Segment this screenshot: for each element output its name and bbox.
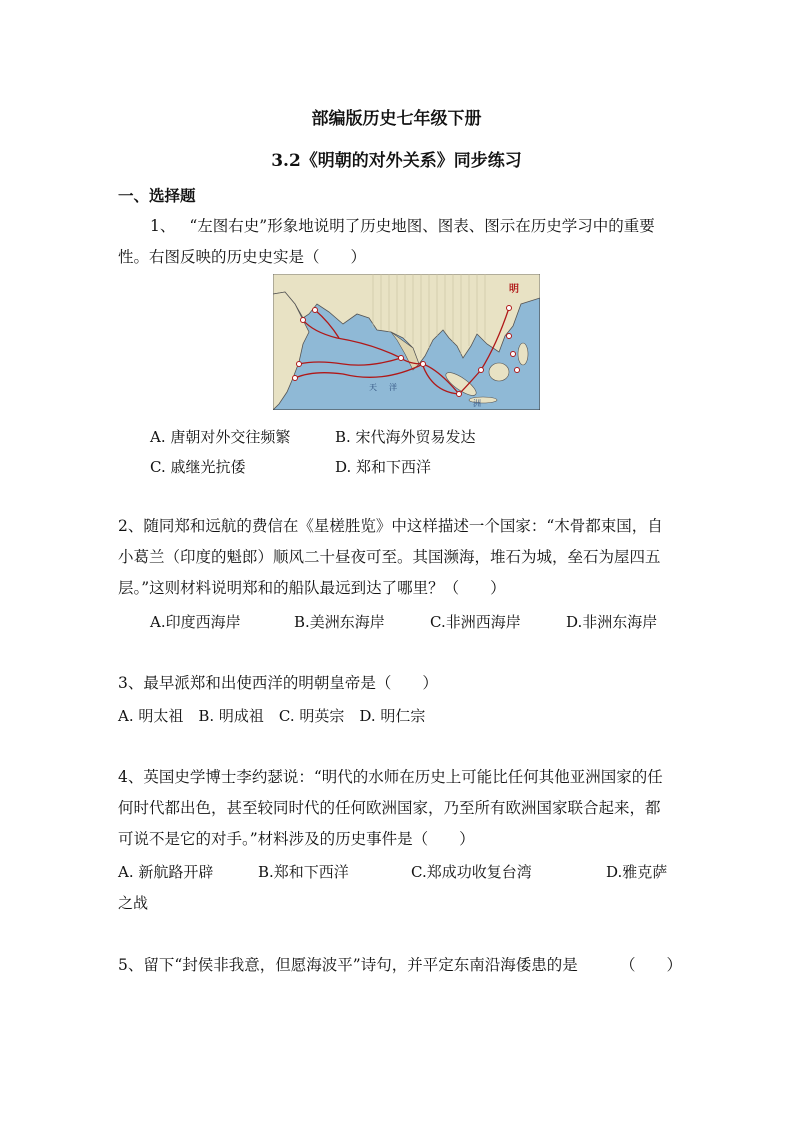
option-b[interactable]: B.郑和下西洋 [258,863,349,881]
page-subtitle: 3.2《明朝的对外关系》同步练习 [271,151,522,171]
question-number: 1、 [150,217,176,235]
question-line: 小葛兰（印度的魁郎）顺风二十昼夜可至。其国濒海，堆石为城，垒石为屋四五 [118,548,661,566]
option-b[interactable]: B. 宋代海外贸易发达 [335,428,476,446]
zheng-he-voyage-map [273,274,540,410]
question-line: 3、最早派郑和出使西洋的明朝皇帝是（ ） [118,674,438,692]
option-d[interactable]: D.雅克萨 [606,863,668,881]
map-label-ming: 明 [509,284,519,295]
option-a[interactable]: A. 唐朝对外交往频繁 [150,428,291,446]
option-d[interactable]: D.非洲东海岸 [566,613,658,631]
question-line: 4、英国史学博士李约瑟说：“明代的水师在历史上可能比任何其他亚洲国家的任 [118,768,663,786]
option-c[interactable]: C.非洲西海岸 [430,613,521,631]
page-title: 部编版历史七年级下册 [311,109,482,129]
option-a[interactable]: A.印度西海岸 [150,613,241,631]
question-line: 何时代都出色，甚至较同时代的任何欧洲国家，乃至所有欧洲国家联合起来，都 [118,799,661,817]
option-c[interactable]: C. 戚继光抗倭 [150,458,246,476]
option-b[interactable]: B.美洲东海岸 [294,613,385,631]
map-island-philippines [518,343,528,365]
options-line[interactable]: A. 明太祖 B. 明成祖 C. 明英宗 D. 明仁宗 [118,707,426,725]
option-a[interactable]: A. 新航路开辟 [118,863,214,881]
question-line: 2、随同郑和远航的费信在《星槎胜览》中这样描述一个国家：“木骨都束国，自 [118,517,663,535]
question-text: “左图右史”形象地说明了历史地图、图表、图示在历史学习中的重要 [189,217,655,235]
question-line: 可说不是它的对手。”材料涉及的历史事件是（ ） [118,830,475,848]
answer-paren[interactable]: （ ） [620,956,683,974]
question-line: 性。右图反映的历史史实是（ ） [118,248,367,266]
option-d[interactable]: D. 郑和下西洋 [335,458,432,476]
option-c[interactable]: C.郑成功收复台湾 [411,863,532,881]
question-line: 5、留下“封侯非我意，但愿海波平”诗句，并平定东南沿海倭患的是 [118,956,578,974]
question-line: 层。”这则材料说明郑和的船队最远到达了哪里？（ ） [118,579,506,597]
map-island-borneo [489,363,509,381]
map-label-yang: 洋 [389,383,397,392]
question-line [150,216,655,236]
section-title: 一、选择题 [118,186,196,205]
map-label-zhou: 洲 [473,399,481,408]
option-d-wrap: 之战 [118,894,149,912]
map-label-tian: 天 [369,383,377,392]
